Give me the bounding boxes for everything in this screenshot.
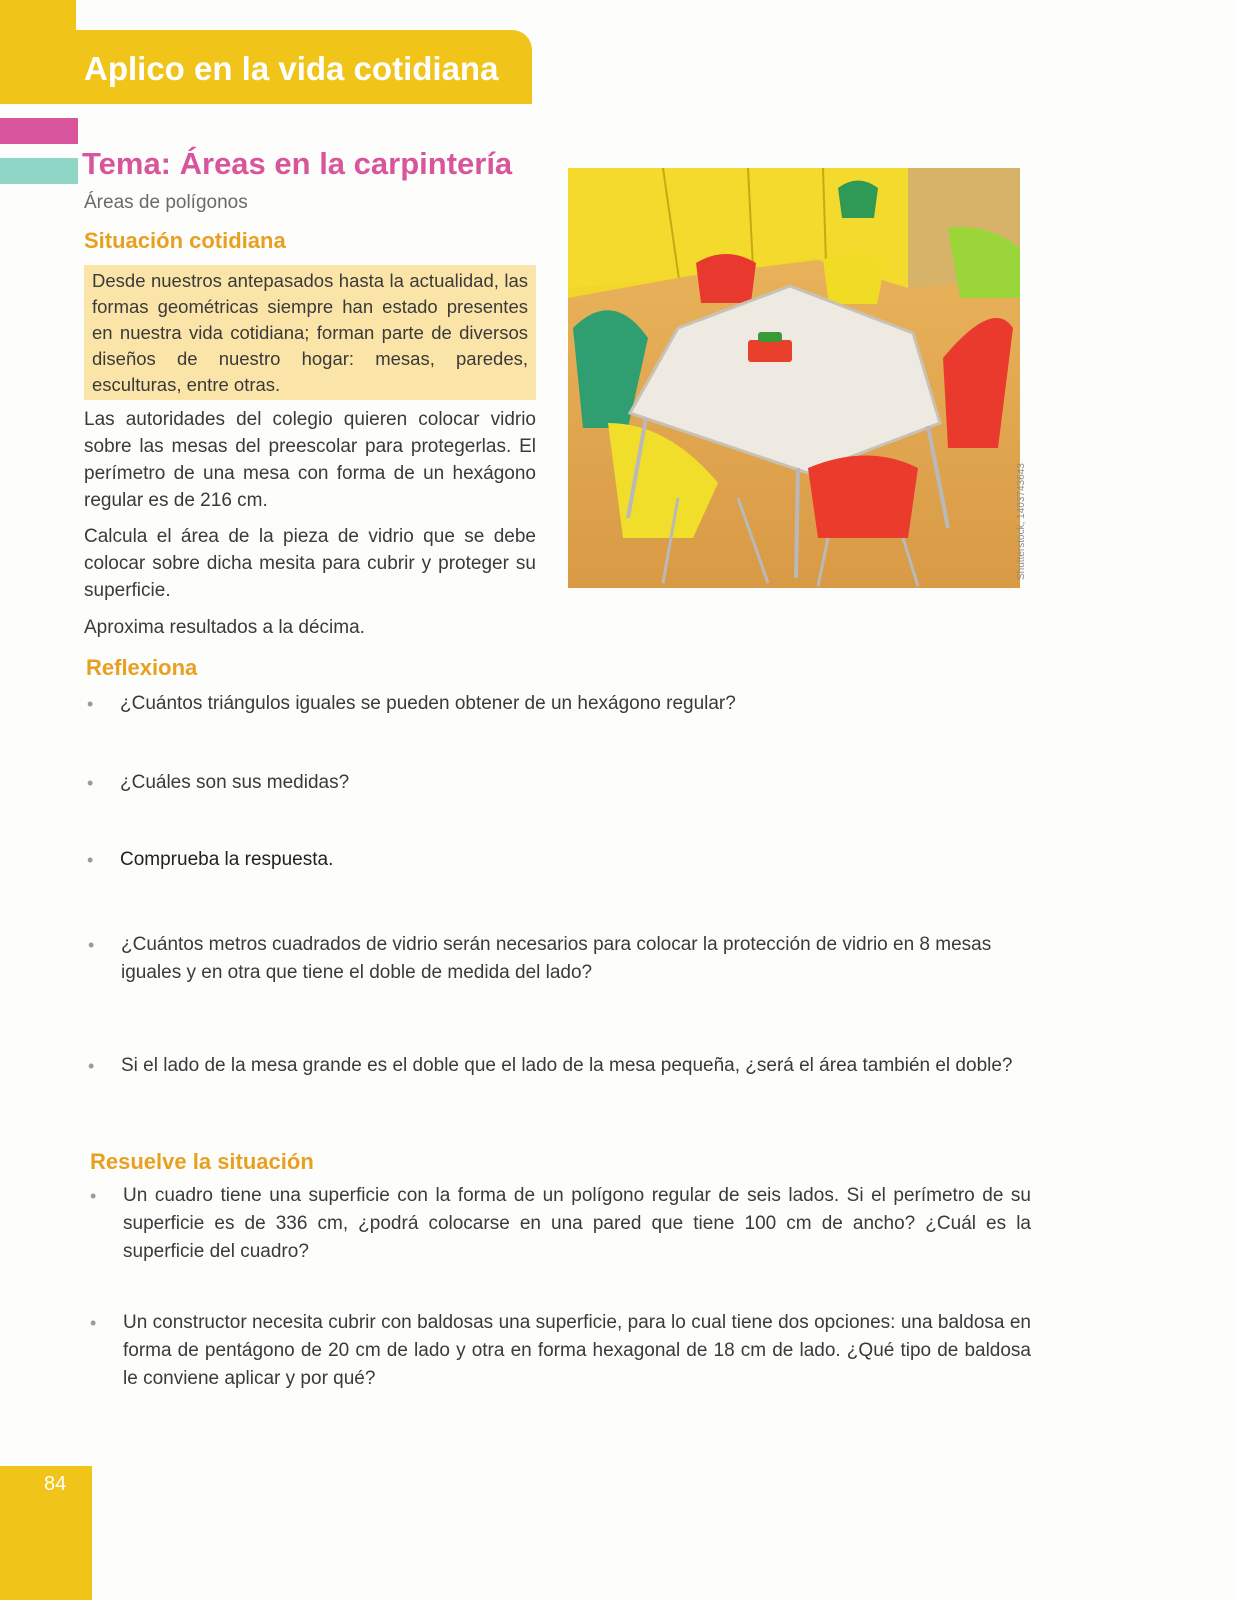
list-item-text: ¿Cuántos triángulos iguales se pueden obtener de un hexágono regular? [120,693,736,714]
bullet-icon: • [87,850,94,870]
bullet-icon: • [88,1056,95,1076]
header-tab [0,0,76,32]
list-item-text: ¿Cuáles son sus medidas? [120,772,350,793]
bullet-icon: • [90,1186,97,1206]
table-photo-illustration [568,168,1020,588]
list-item [87,846,1020,874]
intro-highlight-box: Desde nuestros antepasados hasta la actualidad, las formas geométricas siempre han estado presentes en nuestra vida cotidiana; forman parte de diversos diseños de nuestro hogar: mesas, paredes, esculturas, entre otras. [84,265,536,400]
list-item-text: Si el lado de la mesa grande es el doble que el lado de la mesa pequeña, ¿será el área también el doble? [121,1055,1013,1076]
photo-hexagon-table [568,168,1020,588]
list-item-text: ¿Cuántos metros cuadrados de vidrio serán necesarios para colocar la protección de vidrio en 8 mesas iguales y en otra que tiene el doble de medida del lado? [121,934,992,983]
list-item-text: Un constructor necesita cubrir con baldosas una superficie, para lo cual tiene dos opciones: una baldosa en forma de pentágono de 20 cm de lado y otra en forma hexagonal de 18 cm de lado. ¿Qué tipo de baldosa le conviene aplicar y por qué? [123,1312,1031,1389]
photo-credit: Shutterstock, 1403743643 [1016,463,1027,580]
resuelve-heading: Resuelve la situación [90,1149,314,1174]
list-item [88,1052,1031,1080]
paragraph: Aproxima resultados a la décima. [84,617,365,638]
list-item [87,769,1020,797]
list-item [88,931,1031,987]
list-item-text: Un cuadro tiene una superficie con la forma de un polígono regular de seis lados. Si el perímetro de su superficie es de 336 cm, ¿podrá colocarse en una pared que tiene 100 cm de ancho? ¿Cuál es la superficie del cuadro? [123,1185,1031,1262]
page-number: 84 [44,1473,67,1495]
topic-subtitle: Áreas de polígonos [84,192,248,213]
topic-title: Tema: Áreas en la carpintería [82,146,513,181]
accent-bar-teal [0,158,78,184]
list-item-text: Comprueba la respuesta. [120,849,334,870]
paragraph: Calcula el área de la pieza de vidrio que se debe colocar sobre dicha mesita para cubrir y proteger su superficie. [84,526,536,601]
bullet-icon: • [87,773,94,793]
list-item [90,1309,1031,1393]
paragraph: Las autoridades del colegio quieren colocar vidrio sobre las mesas del preescolar para protegerlas. El perímetro de una mesa con forma de un hexágono regular es de 216 cm. [84,409,536,511]
bullet-icon: • [90,1313,97,1333]
list-item [87,690,1020,718]
bullet-icon: • [88,935,95,955]
list-item [90,1182,1031,1266]
situacion-heading: Situación cotidiana [84,228,286,253]
accent-bar-pink [0,118,78,144]
header-title: Aplico en la vida cotidiana [84,50,499,87]
bullet-icon: • [87,694,94,714]
reflexiona-heading: Reflexiona [86,655,198,680]
